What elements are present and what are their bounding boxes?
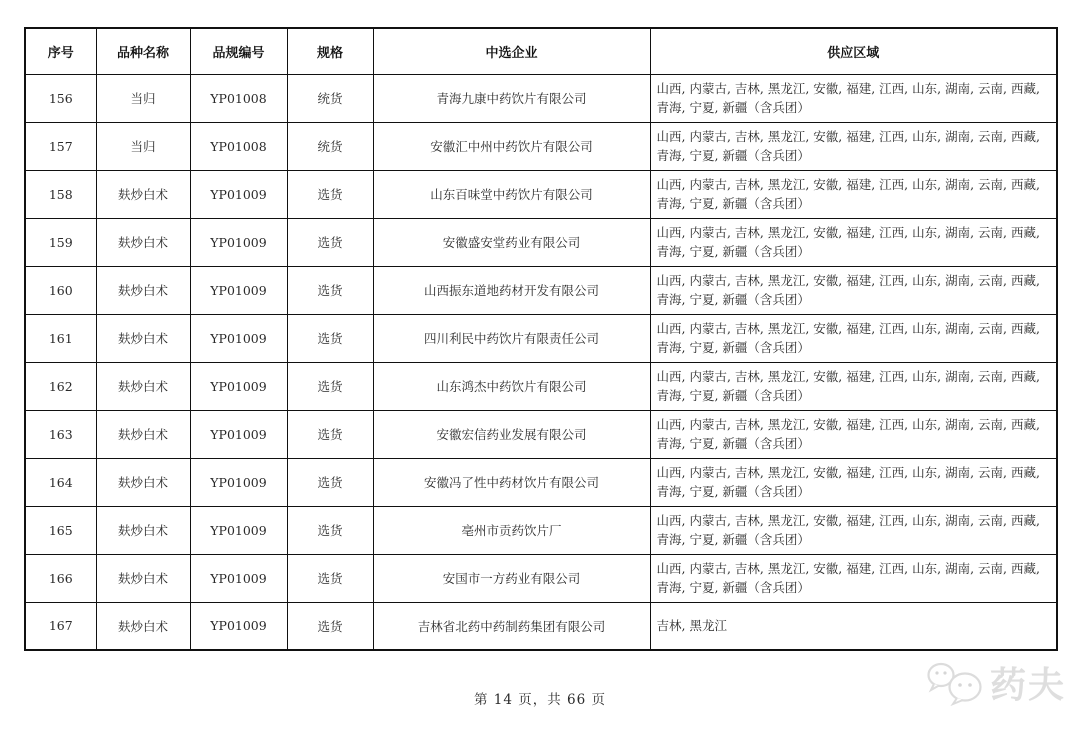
cell-region: 山西, 内蒙古, 吉林, 黑龙江, 安徽, 福建, 江西, 山东, 湖南, 云南, 西藏, 青海, 宁夏, 新疆（含兵团） <box>650 170 1057 218</box>
cell-name: 当归 <box>96 122 190 170</box>
cell-company: 亳州市贡药饮片厂 <box>373 506 650 554</box>
cell-name: 麸炒白术 <box>96 266 190 314</box>
cell-region: 山西, 内蒙古, 吉林, 黑龙江, 安徽, 福建, 江西, 山东, 湖南, 云南, 西藏, 青海, 宁夏, 新疆（含兵团） <box>650 266 1057 314</box>
cell-company: 吉林省北药中药制药集团有限公司 <box>373 602 650 650</box>
cell-company: 青海九康中药饮片有限公司 <box>373 74 650 122</box>
cell-region: 山西, 内蒙古, 吉林, 黑龙江, 安徽, 福建, 江西, 山东, 湖南, 云南, 西藏, 青海, 宁夏, 新疆（含兵团） <box>650 458 1057 506</box>
cell-name: 麸炒白术 <box>96 554 190 602</box>
cell-code: YP01009 <box>190 554 287 602</box>
cell-name: 麸炒白术 <box>96 170 190 218</box>
cell-region: 山西, 内蒙古, 吉林, 黑龙江, 安徽, 福建, 江西, 山东, 湖南, 云南, 西藏, 青海, 宁夏, 新疆（含兵团） <box>650 554 1057 602</box>
cell-spec: 选货 <box>287 506 373 554</box>
cell-code: YP01009 <box>190 170 287 218</box>
cell-spec: 选货 <box>287 554 373 602</box>
cell-spec: 统货 <box>287 122 373 170</box>
wechat-chat-bubbles-icon <box>924 659 986 711</box>
cell-name: 麸炒白术 <box>96 362 190 410</box>
cell-name: 麸炒白术 <box>96 218 190 266</box>
cell-spec: 选货 <box>287 170 373 218</box>
cell-code: YP01009 <box>190 410 287 458</box>
cell-company: 山西振东道地药材开发有限公司 <box>373 266 650 314</box>
table-row <box>25 170 1057 218</box>
cell-code: YP01009 <box>190 506 287 554</box>
cell-code: YP01009 <box>190 458 287 506</box>
cell-seq: 161 <box>25 314 96 362</box>
cell-company: 安徽宏信药业发展有限公司 <box>373 410 650 458</box>
cell-seq: 160 <box>25 266 96 314</box>
cell-company: 四川利民中药饮片有限责任公司 <box>373 314 650 362</box>
table-row <box>25 554 1057 602</box>
cell-code: YP01008 <box>190 122 287 170</box>
cell-spec: 选货 <box>287 218 373 266</box>
cell-code: YP01009 <box>190 362 287 410</box>
cell-region: 山西, 内蒙古, 吉林, 黑龙江, 安徽, 福建, 江西, 山东, 湖南, 云南, 西藏, 青海, 宁夏, 新疆（含兵团） <box>650 506 1057 554</box>
cell-code: YP01009 <box>190 602 287 650</box>
cell-spec: 选货 <box>287 314 373 362</box>
col-header-seq: 序号 <box>25 28 96 74</box>
table-row <box>25 218 1057 266</box>
cell-seq: 156 <box>25 74 96 122</box>
cell-seq: 166 <box>25 554 96 602</box>
cell-spec: 选货 <box>287 362 373 410</box>
cell-code: YP01009 <box>190 218 287 266</box>
cell-company: 山东百味堂中药饮片有限公司 <box>373 170 650 218</box>
cell-seq: 158 <box>25 170 96 218</box>
cell-name: 当归 <box>96 74 190 122</box>
cell-company: 安徽盛安堂药业有限公司 <box>373 218 650 266</box>
cell-seq: 163 <box>25 410 96 458</box>
cell-spec: 选货 <box>287 266 373 314</box>
cell-spec: 统货 <box>287 74 373 122</box>
table-header-row <box>25 28 1057 74</box>
watermark <box>924 659 1066 711</box>
cell-region: 山西, 内蒙古, 吉林, 黑龙江, 安徽, 福建, 江西, 山东, 湖南, 云南, 西藏, 青海, 宁夏, 新疆（含兵团） <box>650 410 1057 458</box>
cell-spec: 选货 <box>287 410 373 458</box>
cell-spec: 选货 <box>287 458 373 506</box>
col-header-region: 供应区域 <box>650 28 1057 74</box>
table-row <box>25 506 1057 554</box>
cell-code: YP01009 <box>190 314 287 362</box>
col-header-name: 品种名称 <box>96 28 190 74</box>
cell-region: 山西, 内蒙古, 吉林, 黑龙江, 安徽, 福建, 江西, 山东, 湖南, 云南, 西藏, 青海, 宁夏, 新疆（含兵团） <box>650 218 1057 266</box>
cell-company: 安徽冯了性中药材饮片有限公司 <box>373 458 650 506</box>
table-row <box>25 74 1057 122</box>
selection-results-table-wrap <box>24 27 1056 651</box>
cell-code: YP01009 <box>190 266 287 314</box>
page-number: 第 14 页，共 66 页 <box>473 692 607 708</box>
table-row <box>25 602 1057 650</box>
cell-name: 麸炒白术 <box>96 602 190 650</box>
table-row <box>25 314 1057 362</box>
col-header-company: 中选企业 <box>373 28 650 74</box>
cell-region: 山西, 内蒙古, 吉林, 黑龙江, 安徽, 福建, 江西, 山东, 湖南, 云南, 西藏, 青海, 宁夏, 新疆（含兵团） <box>650 122 1057 170</box>
cell-region: 山西, 内蒙古, 吉林, 黑龙江, 安徽, 福建, 江西, 山东, 湖南, 云南, 西藏, 青海, 宁夏, 新疆（含兵团） <box>650 74 1057 122</box>
table-row <box>25 266 1057 314</box>
cell-name: 麸炒白术 <box>96 410 190 458</box>
table-row <box>25 362 1057 410</box>
cell-company: 安徽汇中州中药饮片有限公司 <box>373 122 650 170</box>
cell-spec: 选货 <box>287 602 373 650</box>
table-row <box>25 122 1057 170</box>
cell-name: 麸炒白术 <box>96 458 190 506</box>
cell-name: 麸炒白术 <box>96 506 190 554</box>
cell-code: YP01008 <box>190 74 287 122</box>
cell-seq: 159 <box>25 218 96 266</box>
table-row <box>25 458 1057 506</box>
table-row <box>25 410 1057 458</box>
cell-name: 麸炒白术 <box>96 314 190 362</box>
watermark-label: 药夫 <box>989 664 1066 706</box>
cell-seq: 164 <box>25 458 96 506</box>
cell-region: 吉林, 黑龙江 <box>650 602 1057 650</box>
cell-company: 山东鸿杰中药饮片有限公司 <box>373 362 650 410</box>
cell-region: 山西, 内蒙古, 吉林, 黑龙江, 安徽, 福建, 江西, 山东, 湖南, 云南, 西藏, 青海, 宁夏, 新疆（含兵团） <box>650 362 1057 410</box>
col-header-spec: 规格 <box>287 28 373 74</box>
cell-region: 山西, 内蒙古, 吉林, 黑龙江, 安徽, 福建, 江西, 山东, 湖南, 云南, 西藏, 青海, 宁夏, 新疆（含兵团） <box>650 314 1057 362</box>
cell-seq: 162 <box>25 362 96 410</box>
cell-company: 安国市一方药业有限公司 <box>373 554 650 602</box>
selection-results-table <box>24 27 1058 651</box>
cell-seq: 157 <box>25 122 96 170</box>
cell-seq: 165 <box>25 506 96 554</box>
col-header-code: 品规编号 <box>190 28 287 74</box>
table-body <box>25 74 1057 650</box>
cell-seq: 167 <box>25 602 96 650</box>
